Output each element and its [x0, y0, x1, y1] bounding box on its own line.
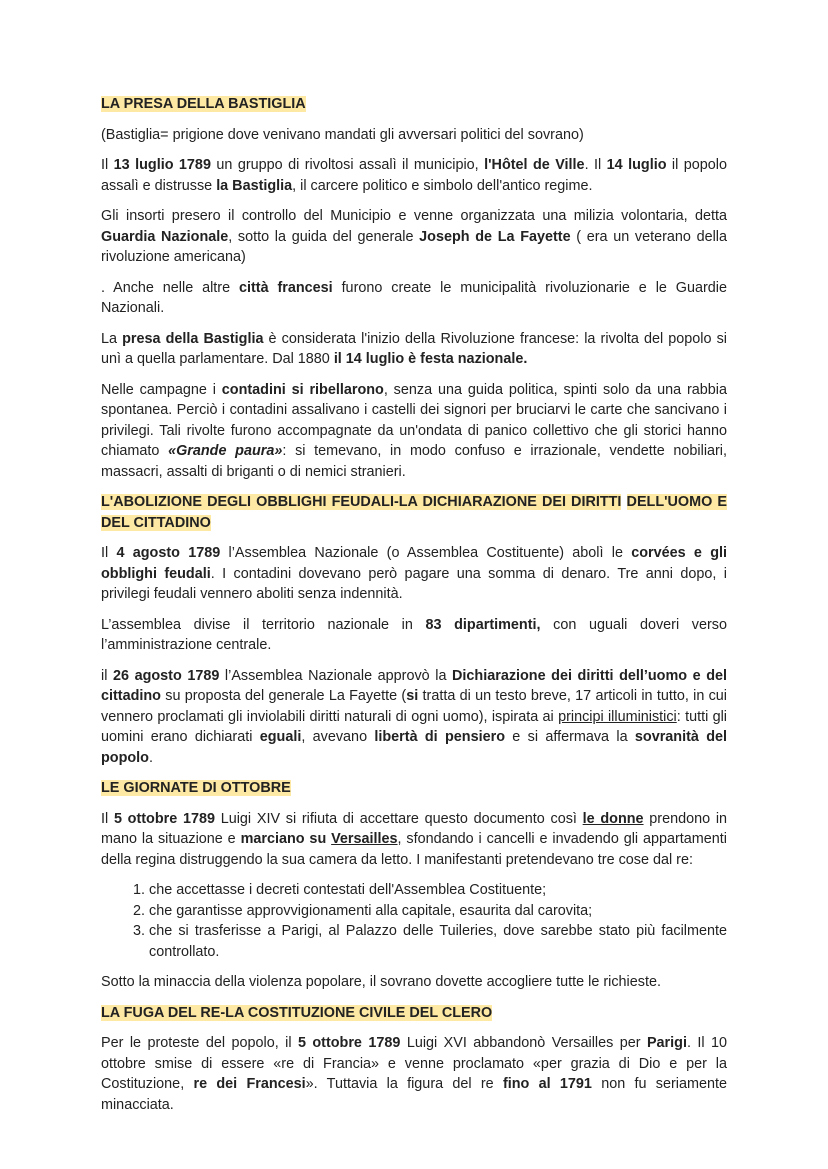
- paragraph-accogliere-richieste: Sotto la minaccia della violenza popolare, il sovrano dovette accogliere tutte le richieste.: [101, 974, 661, 990]
- paragraph-14-luglio: Il 13 luglio 1789 un gruppo di rivoltosi assalì il municipio, l'Hôtel de Ville. Il 14 luglio il popolo assalì e distrusse la Bastiglia, il carcere politico e simbolo dell'antico regime.: [101, 157, 727, 194]
- paragraph-grande-paura: Nelle campagne i contadini si ribellarono, senza una guida politica, spinti solo da una rabbia spontanea. Perciò i contadini assalivano i castelli dei signori per bruciarvi le carte che sancivano i privilegi. Tali rivolte furono accompagnate da un'ondata di panico collettivo che gli storici hanno chiamato «Grande paura»: si temevano, in modo confuso e irrazionale, vendette nobiliari, massacri, assalti di briganti o di nemici stranieri.: [101, 381, 728, 480]
- paragraph-inizio-rivoluzione: La presa della Bastiglia è considerata l'inizio della Rivoluzione francese: la rivolta del popolo si unì a quella parlamentare. Dal 1880 il 14 luglio è festa nazionale.: [101, 330, 727, 367]
- paragraph-citta-francesi: . Anche nelle altre città francesi furono create le municipalità rivoluzionarie e le Guardie Nazionali.: [101, 279, 727, 316]
- paragraph-dichiarazione-diritti: il 26 agosto 1789 l’Assemblea Nazionale approvò la Dichiarazione dei diritti dell’uomo e del cittadino su proposta del generale La Fayette (si tratta di un testo breve, 17 articoli in tutto, in cui vennero proclamati gli inviolabili diritti naturali di ogni uomo), ispirata ai principi illuministici: tutti gli uomini erano dichiarati eguali, avevano libertà di pensiero e si affermava la sovranità del popolo.: [101, 667, 728, 766]
- heading-presa-bastiglia: LA PRESA DELLA BASTIGLIA: [101, 96, 306, 112]
- list-item: 1. che accettasse i decreti contestati dell'Assemblea Costituente;: [149, 880, 727, 901]
- paragraph-4-agosto: Il 4 agosto 1789 l’Assemblea Nazionale (o Assemblea Costituente) abolì le corvées e gli obblighi feudali. I contadini dovevano però pagare una somma di denaro. Tre anni dopo, i privilegi feudali vennero aboliti senza indennità.: [101, 545, 727, 602]
- paragraph-guardia-nazionale: Gli insorti presero il controllo del Municipio e venne organizzata una milizia volontaria, detta Guardia Nazionale, sotto la guida del generale Joseph de La Fayette ( era un veterano della rivoluzione americana): [101, 208, 727, 265]
- paragraph-5-ottobre: Il 5 ottobre 1789 Luigi XIV si rifiuta di accettare questo documento così le donne prendono in mano la situazione e marciano su Versailles, sfondando i cancelli e invadendo gli appartamenti della regina distruggendo la sua camera da letto. I manifestanti pretendevano tre cose dal re:: [101, 810, 728, 868]
- paragraph-bastiglia-definition: (Bastiglia= prigione dove venivano mandati gli avversari politici del sovrano): [101, 126, 584, 143]
- list-item: 2. che garantisse approvvigionamenti alla capitale, esaurita dal carovita;: [149, 901, 727, 922]
- demands-list: [101, 880, 727, 962]
- list-item: 3. che si trasferisse a Parigi, al Palazzo delle Tuileries, dove sarebbe stato più facilmente controllato.: [149, 921, 727, 962]
- heading-giornate-ottobre: LE GIORNATE DI OTTOBRE: [101, 780, 291, 796]
- paragraph-re-dei-francesi: Per le proteste del popolo, il 5 ottobre 1789 Luigi XVI abbandonò Versailles per Parigi. Il 10 ottobre smise di essere «re di Francia» e venne proclamato «per grazia di Dio e per la Costituzione, re dei Francesi». Tuttavia la figura del re fino al 1791 non fu seriamente minacciata.: [101, 1035, 727, 1113]
- document-page: [101, 94, 727, 1125]
- heading-abolizione-obblighi: L'ABOLIZIONE DEGLI OBBLIGHI FEUDALI-LA DICHIARAZIONE DEI DIRITTI DELL'UOMO E DEL CITTADINO: [101, 494, 728, 531]
- heading-fuga-del-re: LA FUGA DEL RE-LA COSTITUZIONE CIVILE DEL CLERO: [101, 1004, 493, 1021]
- paragraph-dipartimenti: L’assemblea divise il territorio nazionale in 83 dipartimenti, con uguali doveri verso l’amministrazione centrale.: [101, 616, 727, 653]
